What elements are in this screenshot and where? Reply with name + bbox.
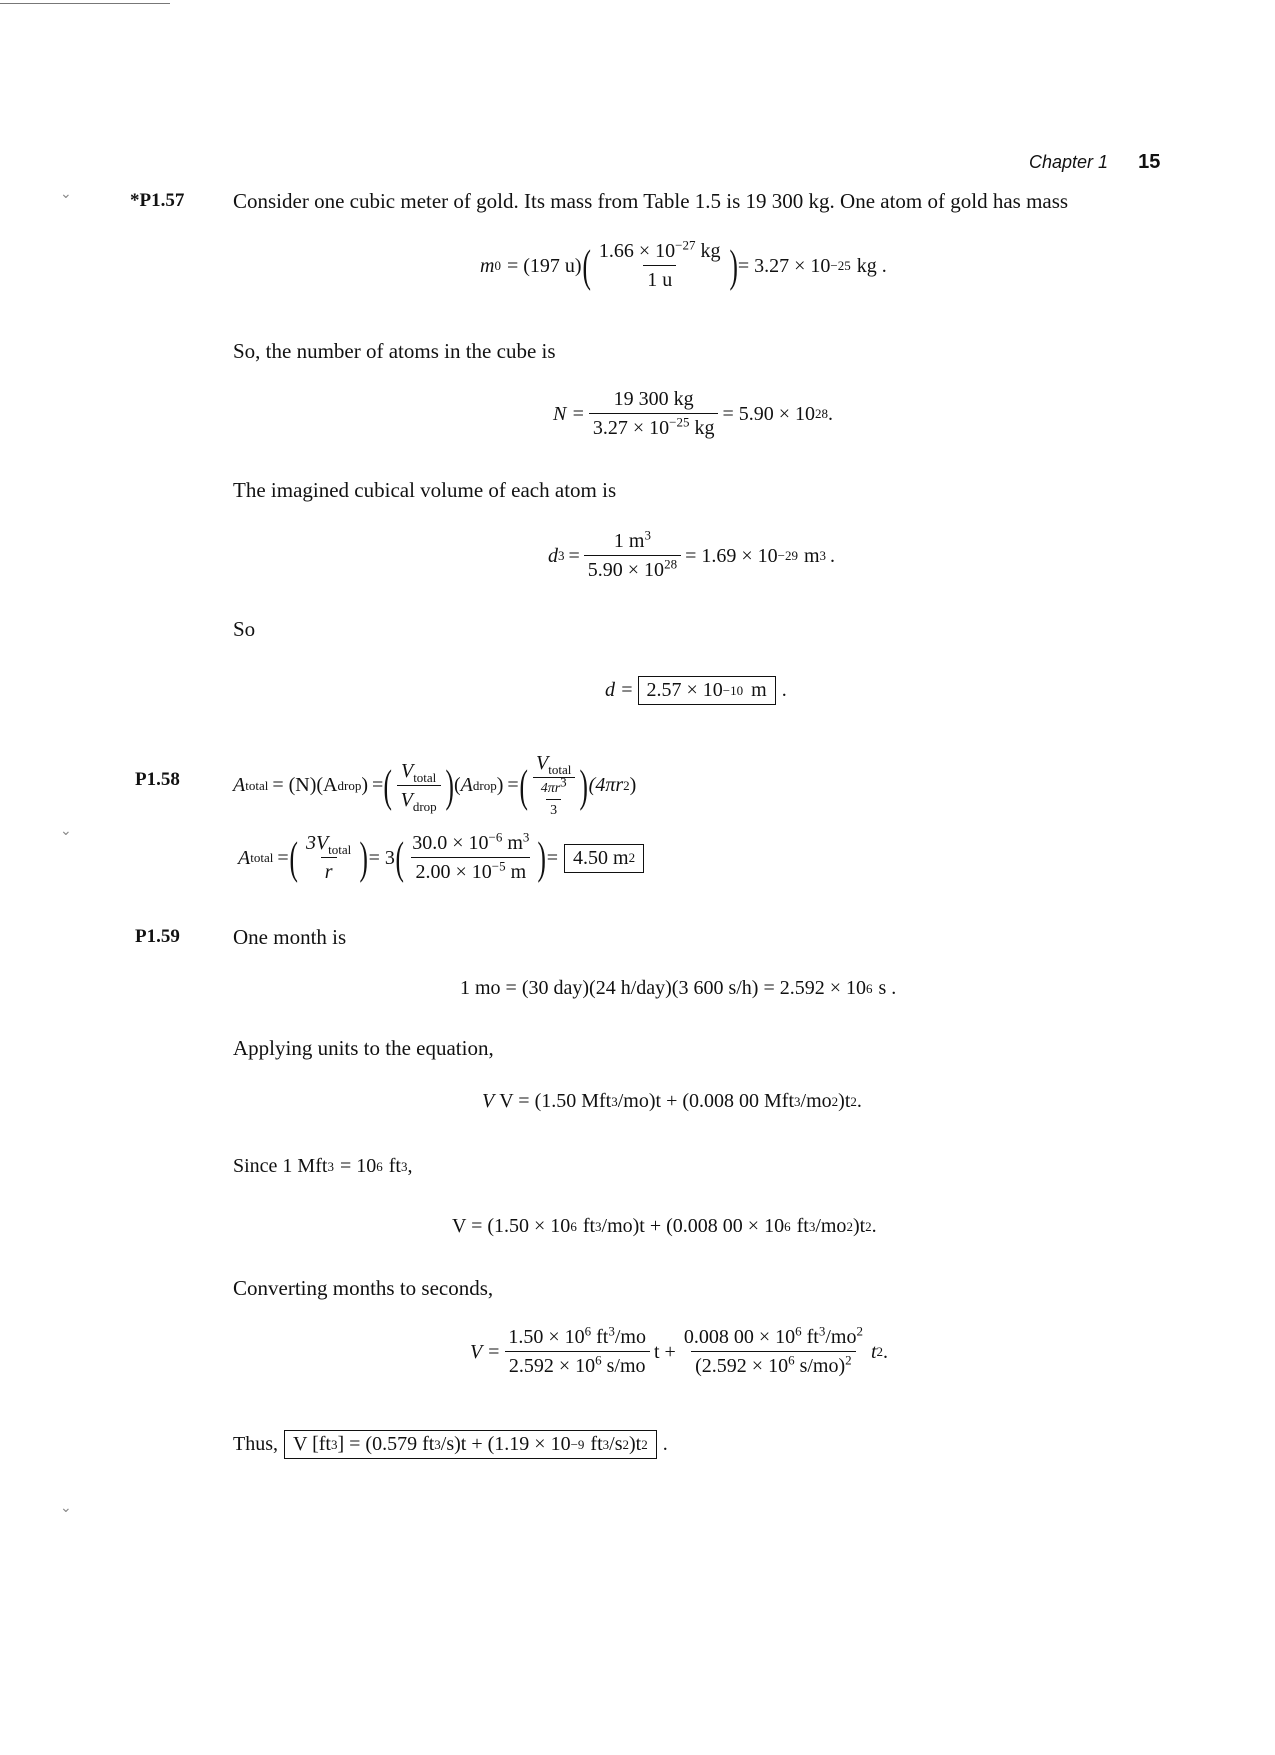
p157-intro: Consider one cubic meter of gold. Its mass from Table 1.5 is 19 300 kg. One atom of gold has mass <box>233 189 1069 213</box>
chapter-label: Chapter 1 <box>1029 152 1109 172</box>
equation-final: Thus, V [ft 3 ] = (0.579 ft 3 /s)t + (1.19 × 10 −9 ft 3 /s 2 )t 2 . <box>233 1430 668 1459</box>
scan-artifact-mark: ⌄ <box>60 1501 72 1516</box>
problem-label-p158: P1.58 <box>135 769 180 790</box>
problem-label-p157: *P1.57 <box>130 190 185 211</box>
problem-label-p159: P1.59 <box>135 926 180 947</box>
page-header <box>1029 151 1160 174</box>
equation-N: N = $\frac{19 300 kg}{3.27 \times 10^{-25} kg}$ = 5.90 × 10 28 . <box>553 388 834 439</box>
equation-m0: m 0 = (197 u) ( $\frac{1.66 \times 10^{-27} kg}{1 u}$ ) = 3.27 × 10 −25 kg . <box>480 237 887 291</box>
equation-v2: V = (1.50 × 10 6 ft 3 /mo)t + (0.008 00 × 10 6 ft 3 /mo 2 )t 2 . <box>452 1215 877 1237</box>
equation-v1: V V = (1.50 Mft 3 /mo)t + (0.008 00 Mft 3 /mo 2 )t 2 . <box>482 1090 862 1112</box>
p159-month-text: One month is <box>233 925 347 949</box>
equation-d-answer: d = 2.57 × 10 −10 m . <box>605 676 787 705</box>
p159-apply-text: Applying units to the equation, <box>233 1036 494 1060</box>
p157-atoms-text: So, the number of atoms in the cube is <box>233 339 556 363</box>
scan-artifact-line <box>0 3 170 4</box>
p157-volume-text: The imagined cubical volume of each atom is <box>233 478 617 502</box>
p159-convert-text: Converting months to seconds, <box>233 1276 494 1300</box>
page-number: 15 <box>1138 151 1161 173</box>
scan-artifact-mark: ⌄ <box>60 187 72 202</box>
equation-a-total-1: A total = (N)(A drop ) = ( $\frac{V_{total}}{V_{drop}}$ ) ( A drop ) = ( $\frac{V_{total}}{\frac{4\pi r^3}{3}}$ ) (4πr 2 ) <box>233 752 637 818</box>
equation-a-total-2: A total = ( $\frac{3V_{total}}{r}$ ) = 3 ( $\frac{30.0 \times 10^{-6} m^3}{2.00 \times 10^{-5} m}$ ) = 4.50 m 2 <box>238 832 644 884</box>
p157-so-text: So <box>233 617 256 641</box>
equation-since: Since 1 Mft 3 = 10 6 ft 3 , <box>233 1155 413 1177</box>
equation-v3: V = $\frac{1.50 \times 10^6 ft^3/mo}{2.592 \times 10^6 s/mo}$ t + $\frac{0.008 00 \times 10^6 ft^3/mo^2}{(2.592 \times 10^6 s/mo)^2}$ t 2 . <box>470 1323 889 1377</box>
scan-artifact-mark: ⌄ <box>60 824 72 839</box>
answer-box: 2.57 × 10 −10 m <box>638 676 776 705</box>
answer-box: 4.50 m 2 <box>564 844 644 873</box>
equation-d3: d 3 = $\frac{1 m^3}{5.90 \times 10^{28}}$ = 1.69 × 10 −29 m 3 . <box>548 527 836 581</box>
answer-box: V [ft 3 ] = (0.579 ft 3 /s)t + (1.19 × 10 −9 ft 3 /s 2 )t 2 <box>284 1430 657 1459</box>
equation-month: 1 mo = (30 day)(24 h/day)(3 600 s/h) = 2.592 × 10 6 s . <box>460 977 897 999</box>
